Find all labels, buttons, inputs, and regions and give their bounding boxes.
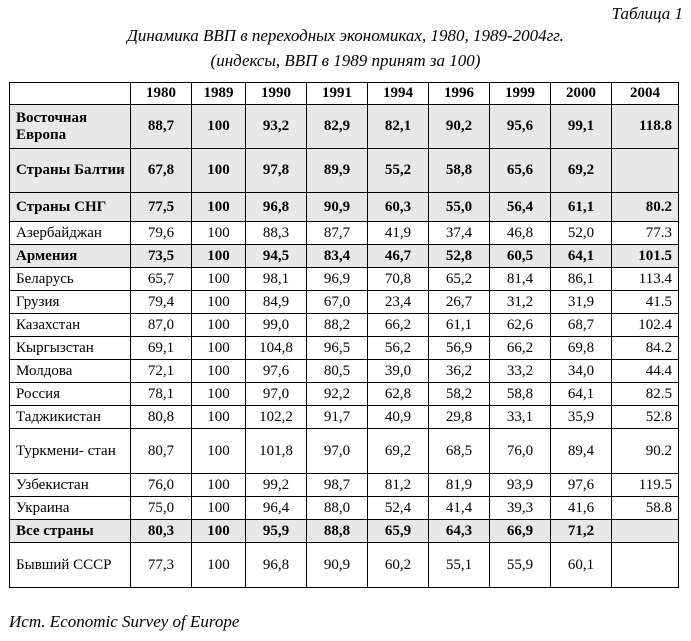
gdp-value-cell: 31,9	[551, 291, 612, 314]
region-name-cell: Туркмени- стан	[10, 429, 131, 474]
gdp-value-cell: 55,0	[429, 193, 490, 222]
gdp-value-cell: 83,4	[307, 245, 368, 268]
gdp-value-cell: 88,7	[131, 105, 192, 149]
table-title: Динамика ВВП в переходных экономиках, 1980, 1989-2004гг.	[127, 26, 564, 45]
gdp-value-cell: 100	[192, 268, 246, 291]
gdp-value-cell: 90,2	[429, 105, 490, 149]
gdp-value-cell: 64,1	[551, 245, 612, 268]
table-row	[10, 406, 679, 429]
gdp-value-cell: 44.4	[612, 360, 679, 383]
gdp-value-cell: 97,6	[551, 474, 612, 497]
gdp-value-cell: 37,4	[429, 222, 490, 245]
gdp-value-cell: 96,5	[307, 337, 368, 360]
gdp-value-cell: 101.5	[612, 245, 679, 268]
gdp-value-cell: 56,9	[429, 337, 490, 360]
gdp-value-cell: 71,2	[551, 520, 612, 543]
gdp-value-cell: 82,1	[368, 105, 429, 149]
gdp-value-cell: 29,8	[429, 406, 490, 429]
gdp-value-cell: 96,4	[246, 497, 307, 520]
gdp-value-cell: 52.8	[612, 406, 679, 429]
gdp-value-cell: 60,5	[490, 245, 551, 268]
table-row	[10, 291, 679, 314]
gdp-value-cell: 100	[192, 291, 246, 314]
gdp-value-cell: 87,7	[307, 222, 368, 245]
gdp-value-cell: 100	[192, 105, 246, 149]
gdp-value-cell: 88,2	[307, 314, 368, 337]
gdp-value-cell: 26,7	[429, 291, 490, 314]
gdp-value-cell: 97,0	[307, 429, 368, 474]
gdp-value-cell: 80,5	[307, 360, 368, 383]
gdp-value-cell: 81,4	[490, 268, 551, 291]
header-year-cell: 2000	[551, 83, 612, 105]
gdp-value-cell: 99,2	[246, 474, 307, 497]
gdp-value-cell: 87,0	[131, 314, 192, 337]
gdp-value-cell: 55,1	[429, 543, 490, 588]
gdp-value-cell: 69,2	[368, 429, 429, 474]
gdp-value-cell: 90,9	[307, 193, 368, 222]
gdp-value-cell: 35,9	[551, 406, 612, 429]
gdp-value-cell: 67,8	[131, 149, 192, 193]
gdp-value-cell: 101,8	[246, 429, 307, 474]
gdp-value-cell: 72,1	[131, 360, 192, 383]
gdp-value-cell: 58,8	[490, 383, 551, 406]
gdp-value-cell: 33,1	[490, 406, 551, 429]
gdp-index-table	[9, 82, 679, 588]
gdp-value-cell: 100	[192, 406, 246, 429]
gdp-value-cell: 118.8	[612, 105, 679, 149]
gdp-value-cell: 100	[192, 337, 246, 360]
region-name-cell: Восточная Европа	[10, 105, 131, 149]
gdp-value-cell: 88,3	[246, 222, 307, 245]
gdp-value-cell: 65,2	[429, 268, 490, 291]
table-row	[10, 383, 679, 406]
gdp-value-cell: 99,1	[551, 105, 612, 149]
gdp-value-cell: 93,9	[490, 474, 551, 497]
gdp-value-cell: 89,9	[307, 149, 368, 193]
region-name-cell: Страны СНГ	[10, 193, 131, 222]
table-subtitle: (индексы, ВВП в 1989 принят за 100)	[210, 51, 481, 70]
table-row	[10, 497, 679, 520]
gdp-value-cell: 102.4	[612, 314, 679, 337]
gdp-value-cell: 100	[192, 383, 246, 406]
gdp-value-cell: 100	[192, 245, 246, 268]
gdp-value-cell: 40,9	[368, 406, 429, 429]
gdp-value-cell: 100	[192, 360, 246, 383]
region-name-cell: Все страны	[10, 520, 131, 543]
gdp-value-cell: 80,7	[131, 429, 192, 474]
gdp-value-cell: 58.8	[612, 497, 679, 520]
gdp-value-cell: 84.2	[612, 337, 679, 360]
gdp-value-cell: 68,7	[551, 314, 612, 337]
gdp-value-cell: 97,0	[246, 383, 307, 406]
gdp-value-cell: 82.5	[612, 383, 679, 406]
gdp-value-cell: 88,0	[307, 497, 368, 520]
gdp-value-cell: 39,0	[368, 360, 429, 383]
region-name-cell: Кыргызстан	[10, 337, 131, 360]
gdp-value-cell: 66,2	[368, 314, 429, 337]
gdp-value-cell: 46,7	[368, 245, 429, 268]
gdp-value-cell	[612, 543, 679, 588]
header-year-cell: 1999	[490, 83, 551, 105]
source-note: Ист. Economic Survey of Europe	[9, 612, 240, 631]
gdp-value-cell: 90.2	[612, 429, 679, 474]
header-year-cell: 2004	[612, 83, 679, 105]
gdp-value-cell: 100	[192, 429, 246, 474]
gdp-value-cell: 67,0	[307, 291, 368, 314]
gdp-value-cell: 95,9	[246, 520, 307, 543]
gdp-value-cell: 119.5	[612, 474, 679, 497]
gdp-value-cell: 39,3	[490, 497, 551, 520]
gdp-value-cell: 97,6	[246, 360, 307, 383]
region-name-cell: Армения	[10, 245, 131, 268]
gdp-value-cell: 52,4	[368, 497, 429, 520]
gdp-value-cell: 100	[192, 222, 246, 245]
gdp-value-cell: 65,7	[131, 268, 192, 291]
region-name-cell: Азербайджан	[10, 222, 131, 245]
gdp-value-cell: 60,2	[368, 543, 429, 588]
gdp-value-cell: 66,2	[490, 337, 551, 360]
region-name-cell: Россия	[10, 383, 131, 406]
gdp-value-cell: 70,8	[368, 268, 429, 291]
gdp-value-cell: 41,9	[368, 222, 429, 245]
gdp-value-cell: 76,0	[131, 474, 192, 497]
gdp-value-cell: 89,4	[551, 429, 612, 474]
region-name-cell: Таджикистан	[10, 406, 131, 429]
gdp-value-cell: 100	[192, 520, 246, 543]
gdp-value-cell: 52,0	[551, 222, 612, 245]
table-row	[10, 429, 679, 474]
gdp-value-cell: 98,1	[246, 268, 307, 291]
gdp-value-cell: 41.5	[612, 291, 679, 314]
gdp-value-cell	[612, 149, 679, 193]
gdp-value-cell: 55,9	[490, 543, 551, 588]
header-year-cell: 1994	[368, 83, 429, 105]
table-row	[10, 245, 679, 268]
gdp-value-cell: 76,0	[490, 429, 551, 474]
gdp-value-cell: 23,4	[368, 291, 429, 314]
gdp-value-cell: 102,2	[246, 406, 307, 429]
header-year-cell: 1980	[131, 83, 192, 105]
gdp-value-cell: 77,5	[131, 193, 192, 222]
region-name-cell: Беларусь	[10, 268, 131, 291]
table-row	[10, 193, 679, 222]
gdp-value-cell: 58,2	[429, 383, 490, 406]
gdp-value-cell: 81,9	[429, 474, 490, 497]
gdp-value-cell: 92,2	[307, 383, 368, 406]
gdp-value-cell: 80,3	[131, 520, 192, 543]
gdp-value-cell: 31,2	[490, 291, 551, 314]
gdp-value-cell: 77,3	[131, 543, 192, 588]
gdp-value-cell: 61,1	[429, 314, 490, 337]
table-number-label: Таблица 1	[611, 4, 683, 23]
region-name-cell: Казахстан	[10, 314, 131, 337]
gdp-value-cell: 84,9	[246, 291, 307, 314]
table-row	[10, 222, 679, 245]
gdp-value-cell: 46,8	[490, 222, 551, 245]
table-row	[10, 149, 679, 193]
gdp-value-cell: 98,7	[307, 474, 368, 497]
header-row	[10, 83, 679, 105]
gdp-value-cell: 69,8	[551, 337, 612, 360]
header-corner-cell	[10, 83, 131, 105]
gdp-value-cell: 95,6	[490, 105, 551, 149]
gdp-value-cell: 69,2	[551, 149, 612, 193]
gdp-value-cell: 41,4	[429, 497, 490, 520]
gdp-value-cell: 97,8	[246, 149, 307, 193]
gdp-value-cell: 113.4	[612, 268, 679, 291]
gdp-value-cell: 65,6	[490, 149, 551, 193]
gdp-value-cell: 96,8	[246, 193, 307, 222]
region-name-cell: Бывший СССР	[10, 543, 131, 588]
gdp-value-cell: 62,6	[490, 314, 551, 337]
header-year-cell: 1989	[192, 83, 246, 105]
gdp-value-cell: 86,1	[551, 268, 612, 291]
gdp-value-cell: 68,5	[429, 429, 490, 474]
table-row	[10, 314, 679, 337]
gdp-value-cell: 58,8	[429, 149, 490, 193]
gdp-value-cell: 96,8	[246, 543, 307, 588]
table-row	[10, 337, 679, 360]
gdp-value-cell: 100	[192, 543, 246, 588]
gdp-value-cell: 79,6	[131, 222, 192, 245]
gdp-value-cell: 52,8	[429, 245, 490, 268]
gdp-value-cell: 100	[192, 474, 246, 497]
region-name-cell: Страны Балтии	[10, 149, 131, 193]
gdp-value-cell: 80,8	[131, 406, 192, 429]
gdp-value-cell: 33,2	[490, 360, 551, 383]
table-row	[10, 105, 679, 149]
table-row	[10, 360, 679, 383]
header-year-cell: 1996	[429, 83, 490, 105]
gdp-value-cell: 41,6	[551, 497, 612, 520]
gdp-value-cell: 73,5	[131, 245, 192, 268]
gdp-value-cell: 79,4	[131, 291, 192, 314]
gdp-value-cell: 75,0	[131, 497, 192, 520]
gdp-value-cell: 64,1	[551, 383, 612, 406]
header-year-cell: 1991	[307, 83, 368, 105]
gdp-value-cell: 65,9	[368, 520, 429, 543]
gdp-value-cell: 94,5	[246, 245, 307, 268]
gdp-value-cell: 81,2	[368, 474, 429, 497]
gdp-value-cell: 60,3	[368, 193, 429, 222]
table-row	[10, 520, 679, 543]
gdp-value-cell: 88,8	[307, 520, 368, 543]
gdp-value-cell: 99,0	[246, 314, 307, 337]
gdp-value-cell: 66,9	[490, 520, 551, 543]
table-row	[10, 543, 679, 588]
gdp-value-cell: 77.3	[612, 222, 679, 245]
region-name-cell: Узбекистан	[10, 474, 131, 497]
gdp-value-cell: 69,1	[131, 337, 192, 360]
table-row	[10, 474, 679, 497]
gdp-value-cell: 56,4	[490, 193, 551, 222]
region-name-cell: Украина	[10, 497, 131, 520]
gdp-value-cell: 100	[192, 193, 246, 222]
gdp-value-cell: 104,8	[246, 337, 307, 360]
gdp-value-cell: 96,9	[307, 268, 368, 291]
gdp-value-cell: 82,9	[307, 105, 368, 149]
gdp-value-cell: 55,2	[368, 149, 429, 193]
gdp-value-cell: 60,1	[551, 543, 612, 588]
region-name-cell: Молдова	[10, 360, 131, 383]
gdp-value-cell: 78,1	[131, 383, 192, 406]
gdp-value-cell: 62,8	[368, 383, 429, 406]
gdp-value-cell: 64,3	[429, 520, 490, 543]
gdp-value-cell: 93,2	[246, 105, 307, 149]
gdp-value-cell: 34,0	[551, 360, 612, 383]
header-year-cell: 1990	[246, 83, 307, 105]
gdp-value-cell	[612, 520, 679, 543]
gdp-value-cell: 36,2	[429, 360, 490, 383]
gdp-value-cell: 100	[192, 149, 246, 193]
gdp-value-cell: 100	[192, 497, 246, 520]
table-row	[10, 268, 679, 291]
gdp-value-cell: 90,9	[307, 543, 368, 588]
gdp-value-cell: 80.2	[612, 193, 679, 222]
gdp-value-cell: 100	[192, 314, 246, 337]
gdp-value-cell: 91,7	[307, 406, 368, 429]
gdp-value-cell: 61,1	[551, 193, 612, 222]
region-name-cell: Грузия	[10, 291, 131, 314]
gdp-value-cell: 56,2	[368, 337, 429, 360]
